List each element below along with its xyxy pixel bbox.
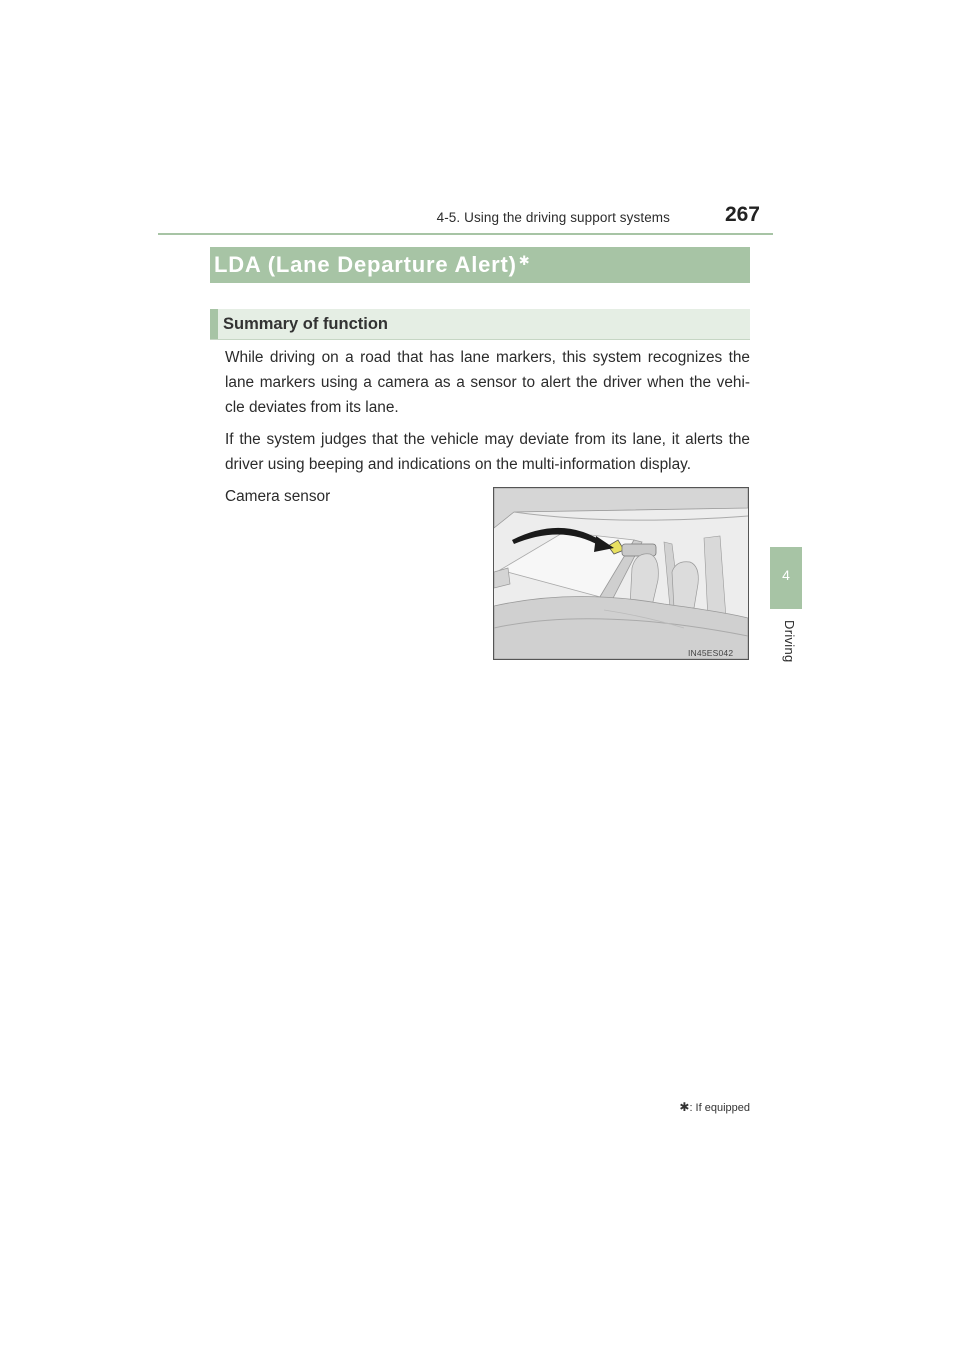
section-title	[214, 249, 530, 281]
body-paragraph: While driving on a road that has lane markers, this system recognizes the lane markers using a camera as a sensor to alert the driver when the vehi-cle deviates from its lane.	[225, 349, 750, 416]
footnote-text: : If equipped	[689, 1102, 750, 1114]
chapter-tab-number: 4	[782, 567, 790, 583]
subsection-title: Summary of function	[223, 315, 389, 333]
subsection-accent	[210, 309, 218, 339]
figure-code: IN45ES042	[688, 648, 734, 658]
page-number: 267	[724, 203, 760, 226]
footnote	[600, 1100, 750, 1114]
car-interior-drawing	[494, 488, 748, 659]
section-title-text: LDA (Lane Departure Alert)	[214, 252, 517, 277]
chapter-tab-label: Driving	[782, 620, 797, 663]
camera-sensor-illustration	[493, 487, 749, 660]
header-rule	[158, 233, 773, 235]
asterisk-icon: ✱	[679, 1100, 690, 1114]
body-paragraph: If the system judges that the vehicle may deviate from its lane, it alerts the driver using beeping and indications on the multi-information display.	[225, 431, 750, 473]
figure-caption: Camera sensor	[225, 488, 331, 505]
asterisk-icon: ✱	[518, 253, 531, 268]
running-header: 4-5. Using the driving support systems	[436, 210, 670, 225]
